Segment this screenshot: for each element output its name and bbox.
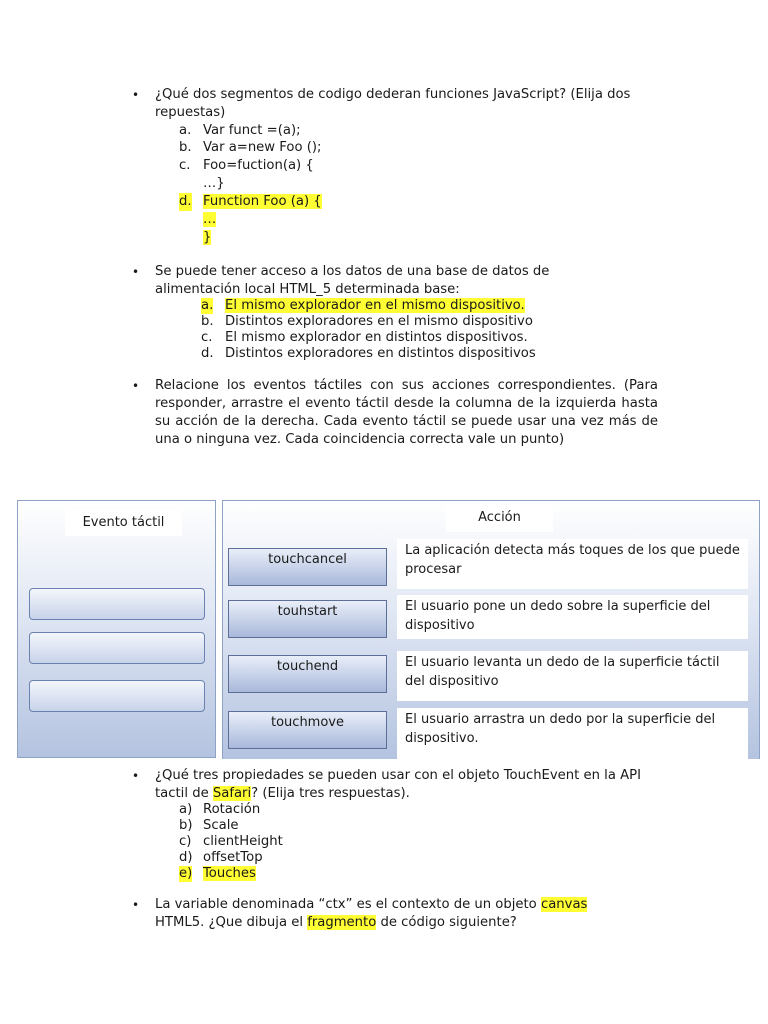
question-5: La variable denominada “ctx” es el contexto de un objeto canvas HTML5. ¿Que dibuja el fragmento de código siguiente? bbox=[155, 897, 588, 930]
events-panel bbox=[17, 500, 216, 758]
bullet bbox=[132, 767, 139, 785]
question-3-stem: Relacione los eventos táctiles con sus acciones correspondientes. (Para responder, arrastre el evento táctil desde la columna de la izquierda hasta su acción de la derecha. Cada evento táctil se puede usar una vez más de una o ninguna vez. Cada coincidencia correcta vale un punto) bbox=[155, 378, 658, 447]
actions-header: Acción bbox=[446, 506, 553, 532]
question-4-stem: ¿Qué tres propiedades se pueden usar con el objeto TouchEvent en la API tactil de Safari? (Elija tres respuestas). bbox=[155, 768, 641, 801]
event-touchmove[interactable]: touchmove bbox=[228, 711, 387, 749]
option-d: d. Distintos exploradores en distintos dispositivos bbox=[201, 346, 536, 361]
option-b: b. Var a=new Foo (); bbox=[179, 140, 322, 155]
action-1: La aplicación detecta más toques de los que puede procesar bbox=[397, 539, 748, 589]
option-a: a. El mismo explorador en el mismo dispositivo. bbox=[201, 298, 525, 313]
option-c: c. El mismo explorador en distintos dispositivos. bbox=[201, 330, 528, 345]
option-a: a) Rotación bbox=[179, 802, 261, 817]
actions-panel bbox=[222, 500, 760, 759]
option-b: b) Scale bbox=[179, 818, 239, 833]
option-d: d) offsetTop bbox=[179, 850, 263, 865]
question-4-options bbox=[181, 802, 667, 882]
question-2 bbox=[155, 263, 661, 362]
option-e: e) Touches bbox=[179, 866, 256, 881]
question-4 bbox=[155, 767, 667, 882]
option-c: c. Foo=fuction(a) { …} bbox=[179, 158, 314, 191]
drop-slot-1[interactable] bbox=[29, 588, 205, 620]
bullet bbox=[132, 896, 139, 914]
events-header: Evento táctil bbox=[65, 510, 182, 536]
option-d: d. Function Foo (a) { … } bbox=[179, 194, 322, 245]
bullet bbox=[132, 263, 139, 281]
highlight-safari: Safari bbox=[212, 786, 252, 801]
action-2: El usuario pone un dedo sobre la superficie del dispositivo bbox=[397, 595, 748, 639]
question-1-options bbox=[181, 123, 645, 247]
highlight-canvas: canvas bbox=[540, 897, 588, 912]
option-a: a. Var funct =(a); bbox=[179, 123, 301, 138]
action-4: El usuario arrastra un dedo por la superficie del dispositivo. bbox=[397, 708, 748, 759]
bullet bbox=[132, 86, 139, 104]
event-touhstart[interactable]: touhstart bbox=[228, 600, 387, 638]
event-touchend[interactable]: touchend bbox=[228, 655, 387, 693]
action-3: El usuario levanta un dedo de la superficie táctil del dispositivo bbox=[397, 651, 748, 701]
question-2-stem-2: alimentación local HTML_5 determinada base: bbox=[155, 282, 460, 297]
question-1-stem: ¿Qué dos segmentos de codigo dederan funciones JavaScript? (Elija dos repuestas) bbox=[155, 87, 631, 120]
option-b: b. Distintos exploradores en el mismo dispositivo bbox=[201, 314, 533, 329]
question-2-options bbox=[203, 298, 661, 362]
drop-slot-2[interactable] bbox=[29, 632, 205, 664]
highlight-fragmento: fragmento bbox=[307, 915, 377, 930]
bullet bbox=[132, 377, 139, 395]
drop-slot-3[interactable] bbox=[29, 680, 205, 712]
question-1 bbox=[155, 86, 645, 247]
event-touchcancel[interactable]: touchcancel bbox=[228, 548, 387, 586]
question-2-stem-1: Se puede tener acceso a los datos de una base de datos de bbox=[155, 264, 550, 279]
option-c: c) clientHeight bbox=[179, 834, 283, 849]
